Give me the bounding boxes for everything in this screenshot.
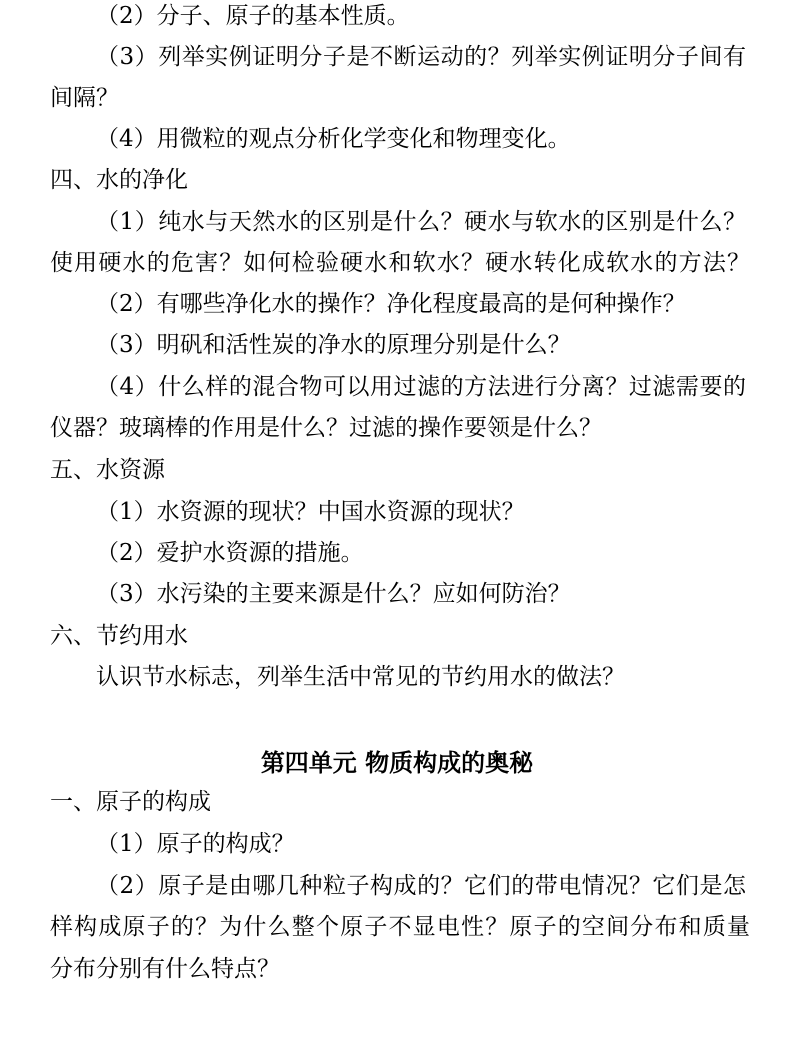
text-line: （2）有哪些净化水的操作？净化程度最高的是何种操作？ bbox=[96, 291, 686, 317]
text-line: 使用硬水的危害？如何检验硬水和软水？硬水转化成软水的方法？ bbox=[50, 250, 750, 276]
text-line: （1）水资源的现状？中国水资源的现状？ bbox=[96, 499, 525, 525]
section-heading: 一、原子的构成 bbox=[50, 789, 211, 815]
text-line: （2）分子、原子的基本性质。 bbox=[96, 3, 410, 29]
text-line: （3）列举实例证明分子是不断运动的？列举实例证明分子间有 bbox=[96, 44, 746, 70]
text-line: （4）什么样的混合物可以用过滤的方法进行分离？过滤需要的 bbox=[96, 374, 746, 400]
unit-title: 第四单元 物质构成的奥秘 bbox=[260, 748, 534, 777]
section-heading: 四、水的净化 bbox=[50, 167, 188, 193]
text-line: （1）纯水与天然水的区别是什么？硬水与软水的区别是什么？ bbox=[96, 209, 746, 235]
text-line: （2）原子是由哪几种粒子构成的？它们的带电情况？它们是怎 bbox=[96, 873, 746, 899]
section-heading: 五、水资源 bbox=[50, 457, 165, 483]
text-line: （3）水污染的主要来源是什么？应如何防治？ bbox=[96, 581, 571, 607]
text-line: （3）明矾和活性炭的净水的原理分别是什么？ bbox=[96, 332, 571, 358]
text-line: （4）用微粒的观点分析化学变化和物理变化。 bbox=[96, 126, 571, 152]
text-line: 分布分别有什么特点？ bbox=[50, 956, 280, 982]
text-line: （2）爱护水资源的措施。 bbox=[96, 540, 364, 566]
text-line: 认识节水标志，列举生活中常见的节约用水的做法？ bbox=[96, 664, 625, 690]
text-line: 样构成原子的？为什么整个原子不显电性？原子的空间分布和质量 bbox=[50, 914, 750, 940]
text-line: （1）原子的构成？ bbox=[96, 831, 295, 857]
section-heading: 六、节约用水 bbox=[50, 623, 188, 649]
text-line: 间隔？ bbox=[50, 85, 119, 111]
text-line: 仪器？玻璃棒的作用是什么？过滤的操作要领是什么？ bbox=[50, 415, 602, 441]
